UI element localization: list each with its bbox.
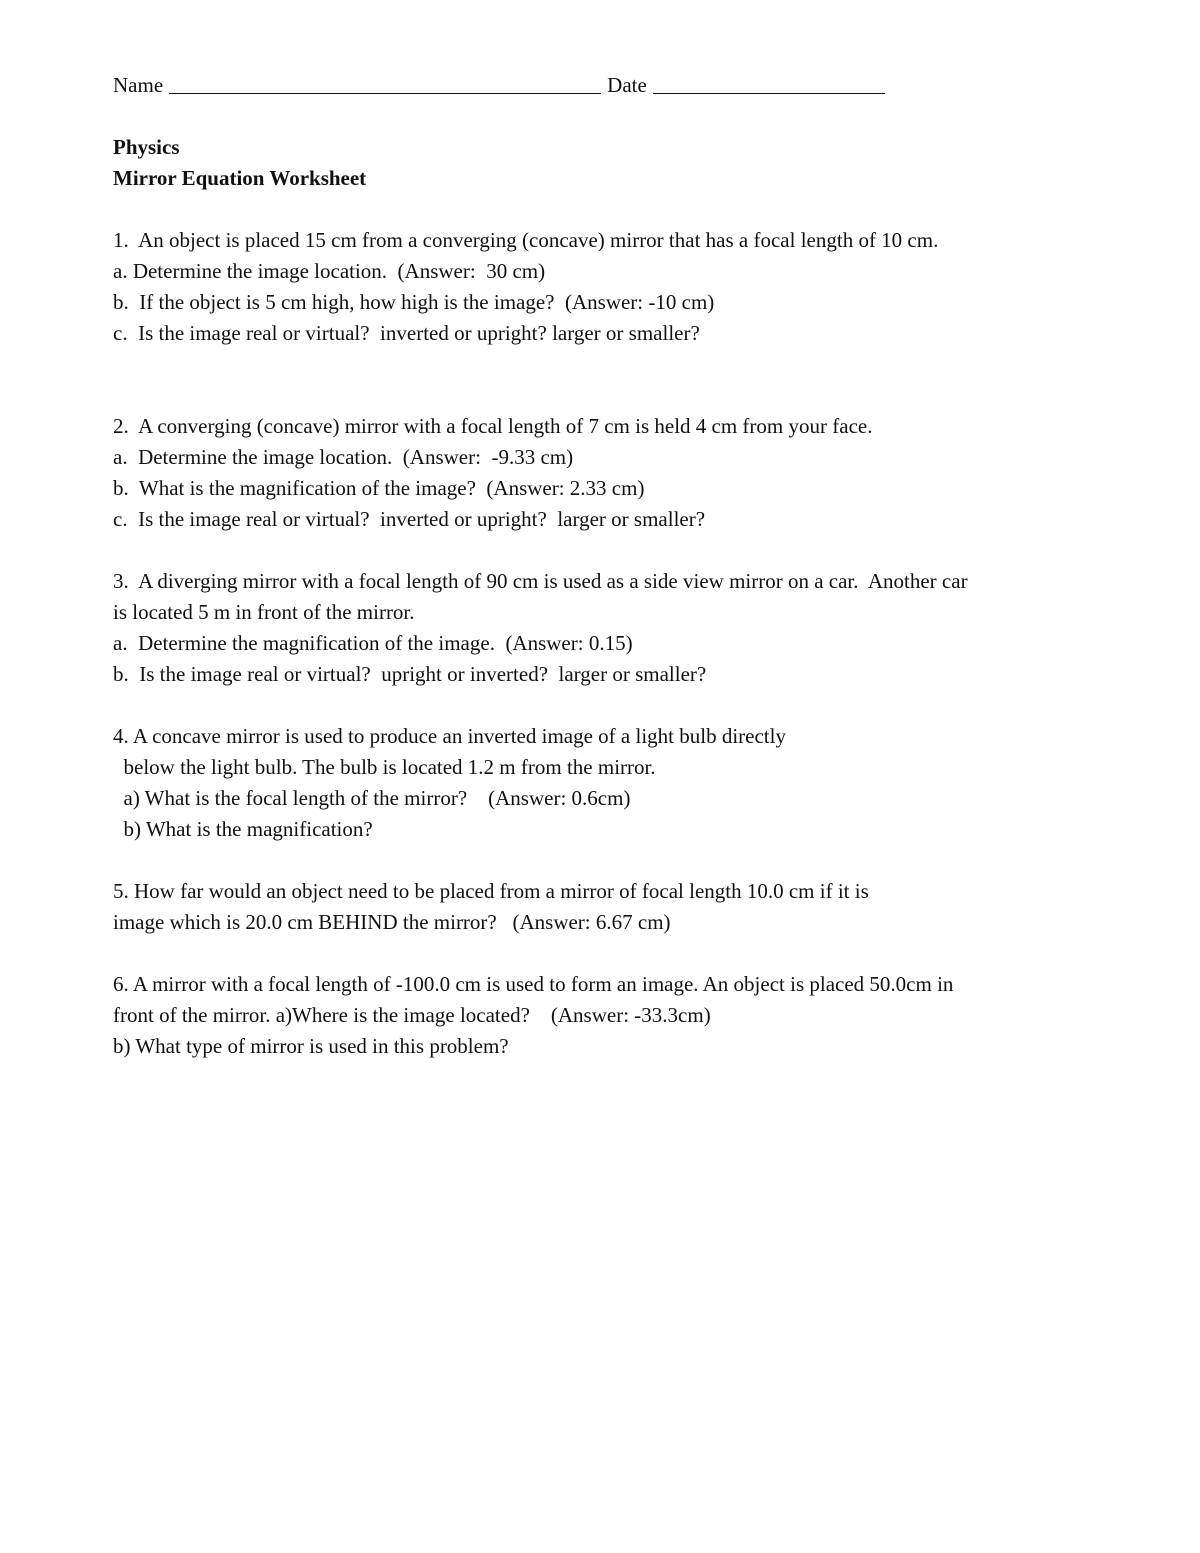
- question-1: [113, 225, 1113, 349]
- question-line: a. Determine the image location. (Answer: -9.33 cm): [113, 445, 574, 469]
- question-line: c. Is the image real or virtual? inverted or upright? larger or smaller?: [113, 321, 700, 345]
- question-3: [113, 566, 1113, 690]
- date-blank[interactable]: [653, 73, 885, 94]
- question-line: 2. A converging (concave) mirror with a focal length of 7 cm is held 4 cm from your face.: [113, 414, 873, 438]
- question-line: b) What type of mirror is used in this problem?: [113, 1034, 509, 1058]
- worksheet-page: [113, 70, 1113, 1062]
- date-label: Date: [607, 73, 647, 97]
- question-line: b) What is the magnification?: [113, 817, 373, 841]
- question-line: a. Determine the magnification of the image. (Answer: 0.15): [113, 631, 633, 655]
- question-line: image which is 20.0 cm BEHIND the mirror? (Answer: 6.67 cm): [113, 910, 671, 934]
- question-line: 5. How far would an object need to be placed from a mirror of focal length 10.0 cm if it is: [113, 879, 869, 903]
- name-label: Name: [113, 73, 164, 97]
- question-4: [113, 721, 1113, 845]
- question-6: [113, 969, 1113, 1062]
- question-line: b. Is the image real or virtual? upright or inverted? larger or smaller?: [113, 662, 707, 686]
- question-2: [113, 411, 1113, 535]
- worksheet-title: Mirror Equation Worksheet: [113, 166, 367, 190]
- question-line: a. Determine the image location. (Answer: 30 cm): [113, 259, 546, 283]
- question-line: c. Is the image real or virtual? inverted or upright? larger or smaller?: [113, 507, 706, 531]
- question-line: 1. An object is placed 15 cm from a converging (concave) mirror that has a focal length of 10 cm.: [113, 228, 939, 252]
- question-line: b. If the object is 5 cm high, how high is the image? (Answer: -10 cm): [113, 290, 715, 314]
- question-line: 3. A diverging mirror with a focal length of 90 cm is used as a side view mirror on a car. Another car: [113, 569, 968, 593]
- question-line: a) What is the focal length of the mirror? (Answer: 0.6cm): [113, 786, 631, 810]
- question-line: below the light bulb. The bulb is located 1.2 m from the mirror.: [113, 755, 656, 779]
- question-line: is located 5 m in front of the mirror.: [113, 600, 415, 624]
- question-line: 4. A concave mirror is used to produce an inverted image of a light bulb directly: [113, 724, 786, 748]
- name-blank[interactable]: [169, 73, 601, 94]
- question-line: 6. A mirror with a focal length of -100.0 cm is used to form an image. An object is placed 50.0cm in: [113, 972, 954, 996]
- question-line: front of the mirror. a)Where is the image located? (Answer: -33.3cm): [113, 1003, 711, 1027]
- question-line: b. What is the magnification of the image? (Answer: 2.33 cm): [113, 476, 645, 500]
- subject-title: Physics: [113, 135, 180, 159]
- question-5: [113, 876, 1113, 938]
- header-row: [113, 70, 1113, 101]
